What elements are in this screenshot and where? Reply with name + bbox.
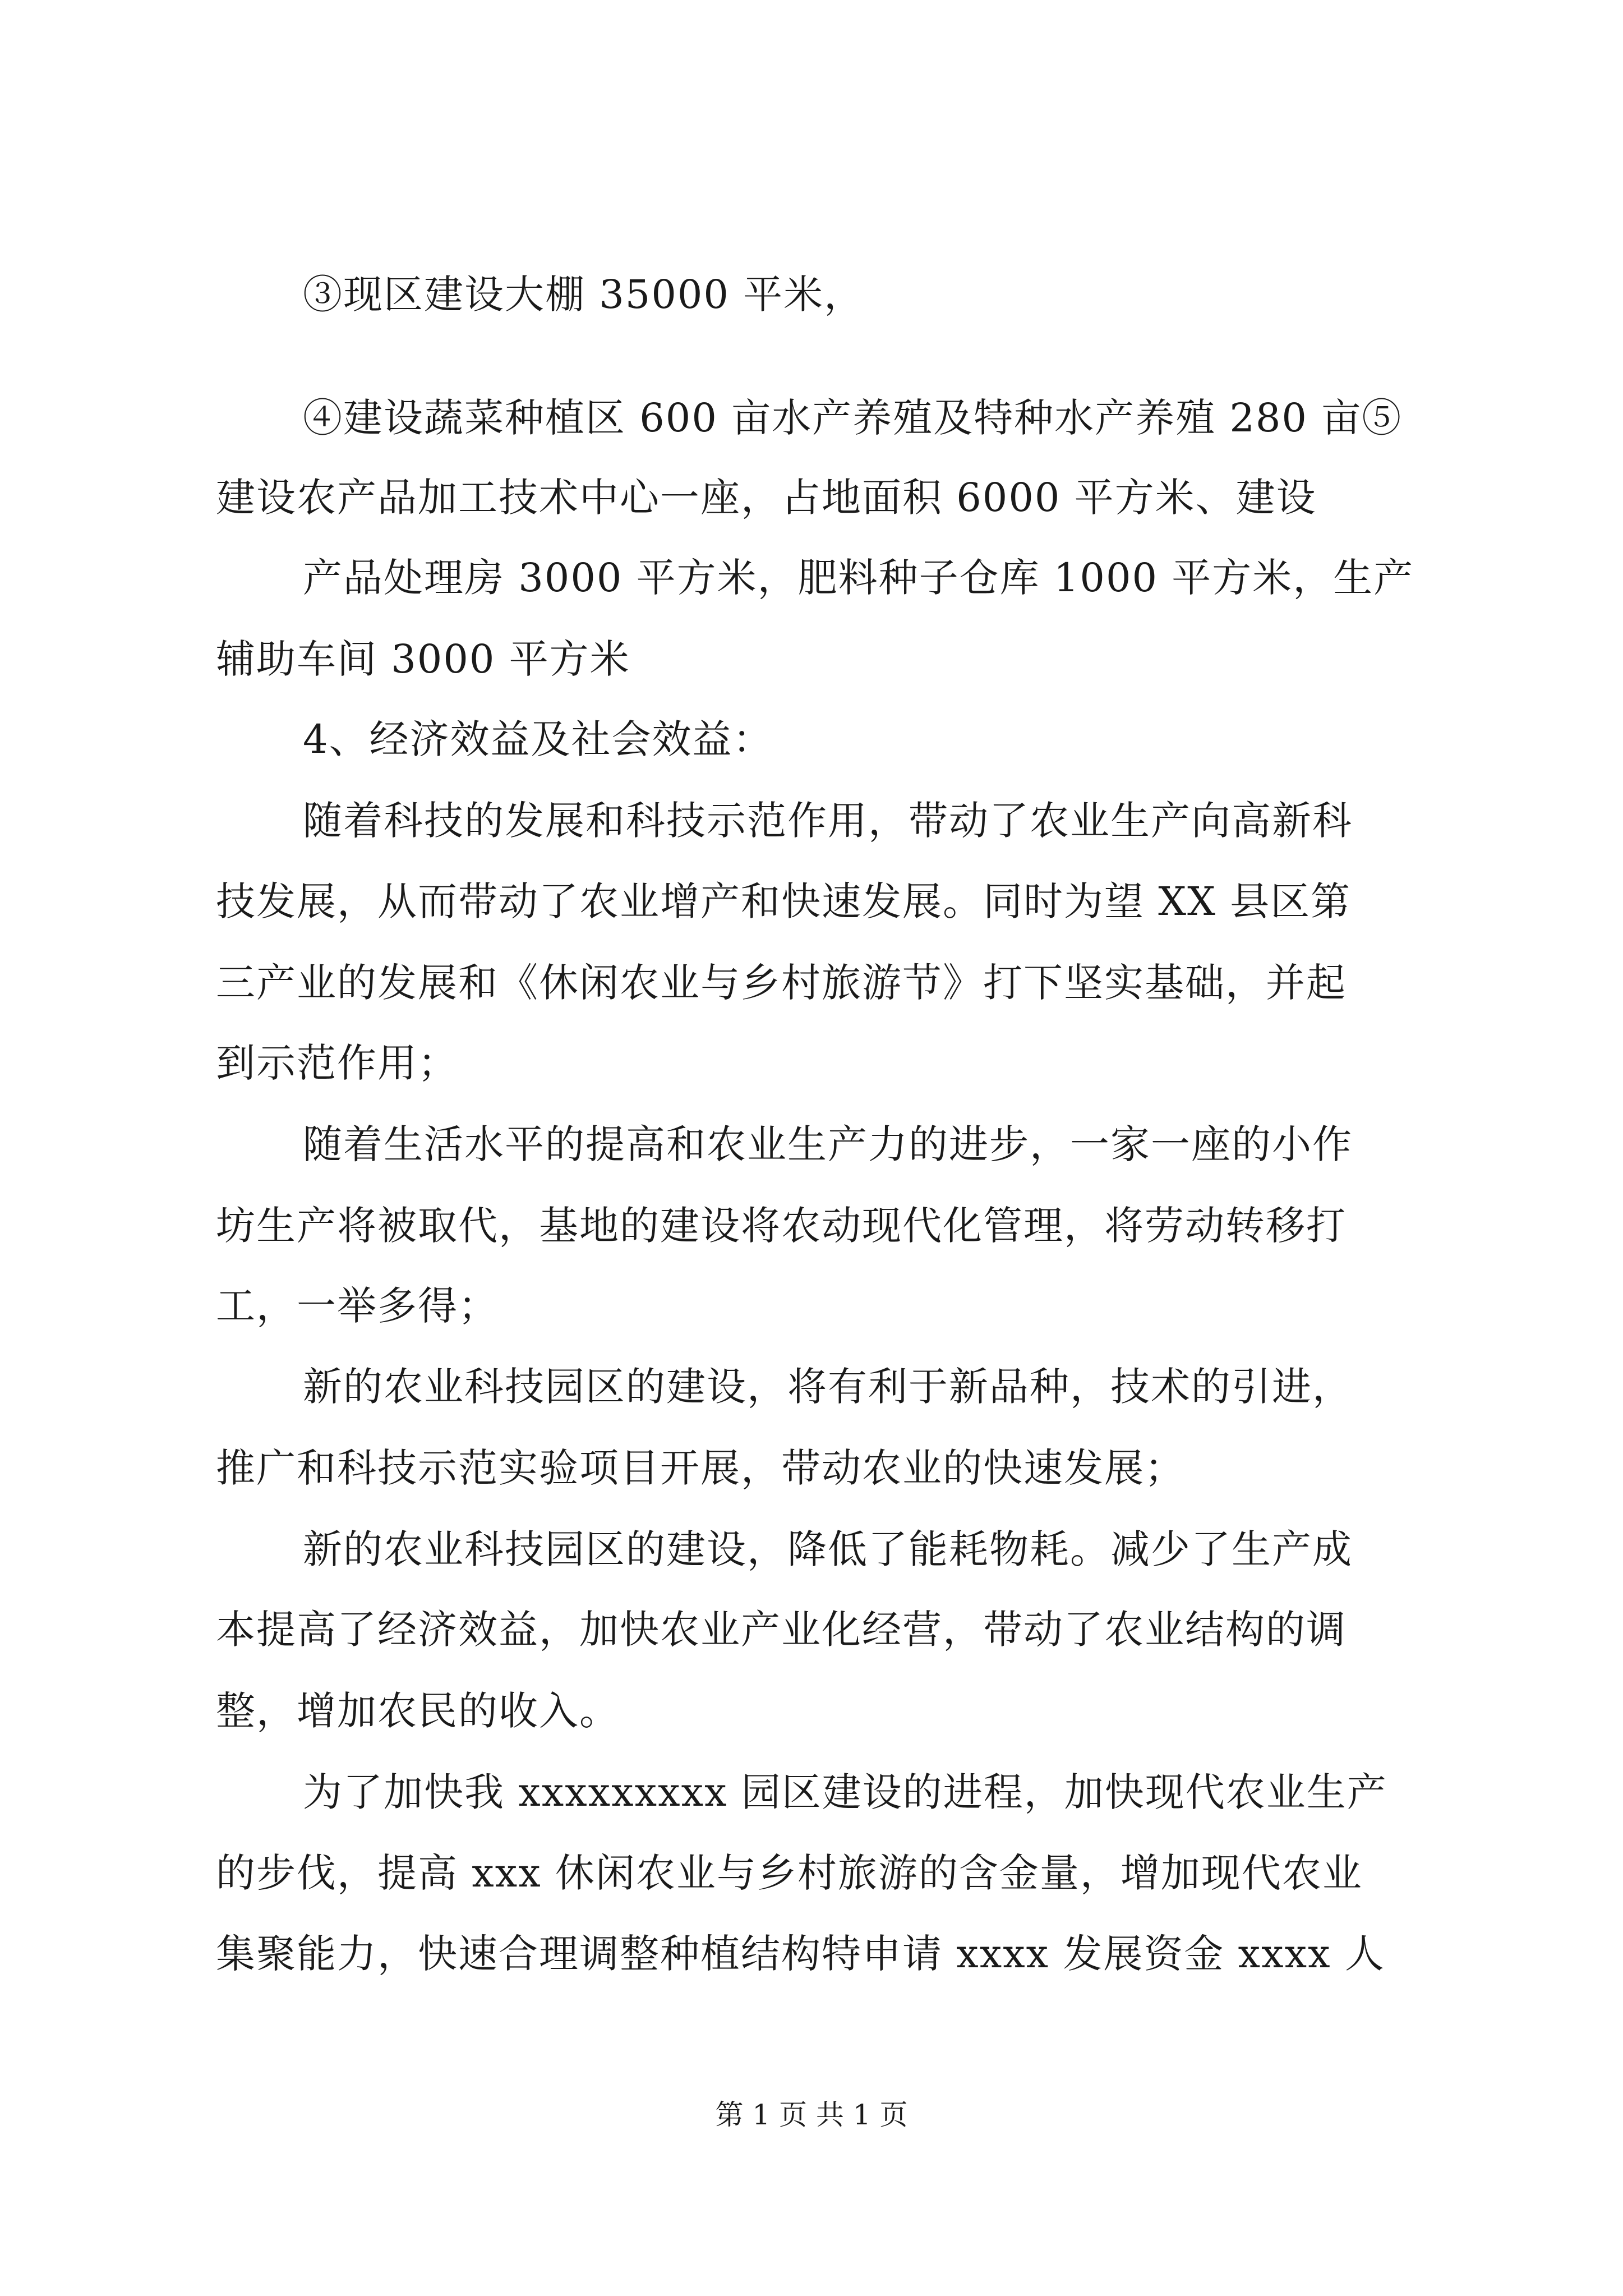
text-line: 推广和科技示范实验项目开展，带动农业的快速发展； <box>216 1445 1185 1491</box>
text-line: 产品处理房 3000 平方米，肥料种子仓库 1000 平方米，生产 <box>303 555 1414 601</box>
text-line: 集聚能力，快速合理调整种植结构特申请 xxxx 发展资金 xxxx 人 <box>216 1931 1385 1977</box>
text-line: 新的农业科技园区的建设，降低了能耗物耗。减少了生产成 <box>303 1526 1353 1572</box>
page-number-footer: 第 1 页 共 1 页 <box>715 2099 908 2131</box>
text-line: ③现区建设大棚 35000 平米， <box>303 272 865 318</box>
text-line: 随着科技的发展和科技示范作用，带动了农业生产向高新科 <box>303 798 1353 844</box>
text-line: 为了加快我 xxxxxxxxx 园区建设的进程，加快现代农业生产 <box>303 1769 1387 1815</box>
text-line: 的步伐，提高 xxx 休闲农业与乡村旅游的含金量，增加现代农业 <box>216 1850 1363 1896</box>
text-line: 坊生产将被取代，基地的建设将农动现代化管理，将劳动转移打 <box>216 1203 1347 1249</box>
section-heading: 4、经济效益及社会效益： <box>303 716 773 762</box>
text-line: 整，增加农民的收入。 <box>216 1688 620 1734</box>
text-line: 本提高了经济效益，加快农业产业化经营，带动了农业结构的调 <box>216 1607 1347 1653</box>
text-line: 辅助车间 3000 平方米 <box>216 636 630 682</box>
text-line: ④建设蔬菜种植区 600 亩水产养殖及特种水产养殖 280 亩⑤ <box>303 395 1403 441</box>
text-line: 技发展，从而带动了农业增产和快速发展。同时为望 XX 县区第 <box>216 878 1352 924</box>
text-line: 三产业的发展和《休闲农业与乡村旅游节》打下坚实基础，并起 <box>216 960 1347 1006</box>
text-line: 到示范作用； <box>216 1040 458 1086</box>
text-line: 随着生活水平的提高和农业生产力的进步，一家一座的小作 <box>303 1121 1353 1167</box>
text-line: 工，一举多得； <box>216 1283 499 1329</box>
text-line: 新的农业科技园区的建设，将有利于新品种，技术的引进， <box>303 1364 1353 1410</box>
text-line: 建设农产品加工技术中心一座，占地面积 6000 平方米、建设 <box>216 475 1317 521</box>
